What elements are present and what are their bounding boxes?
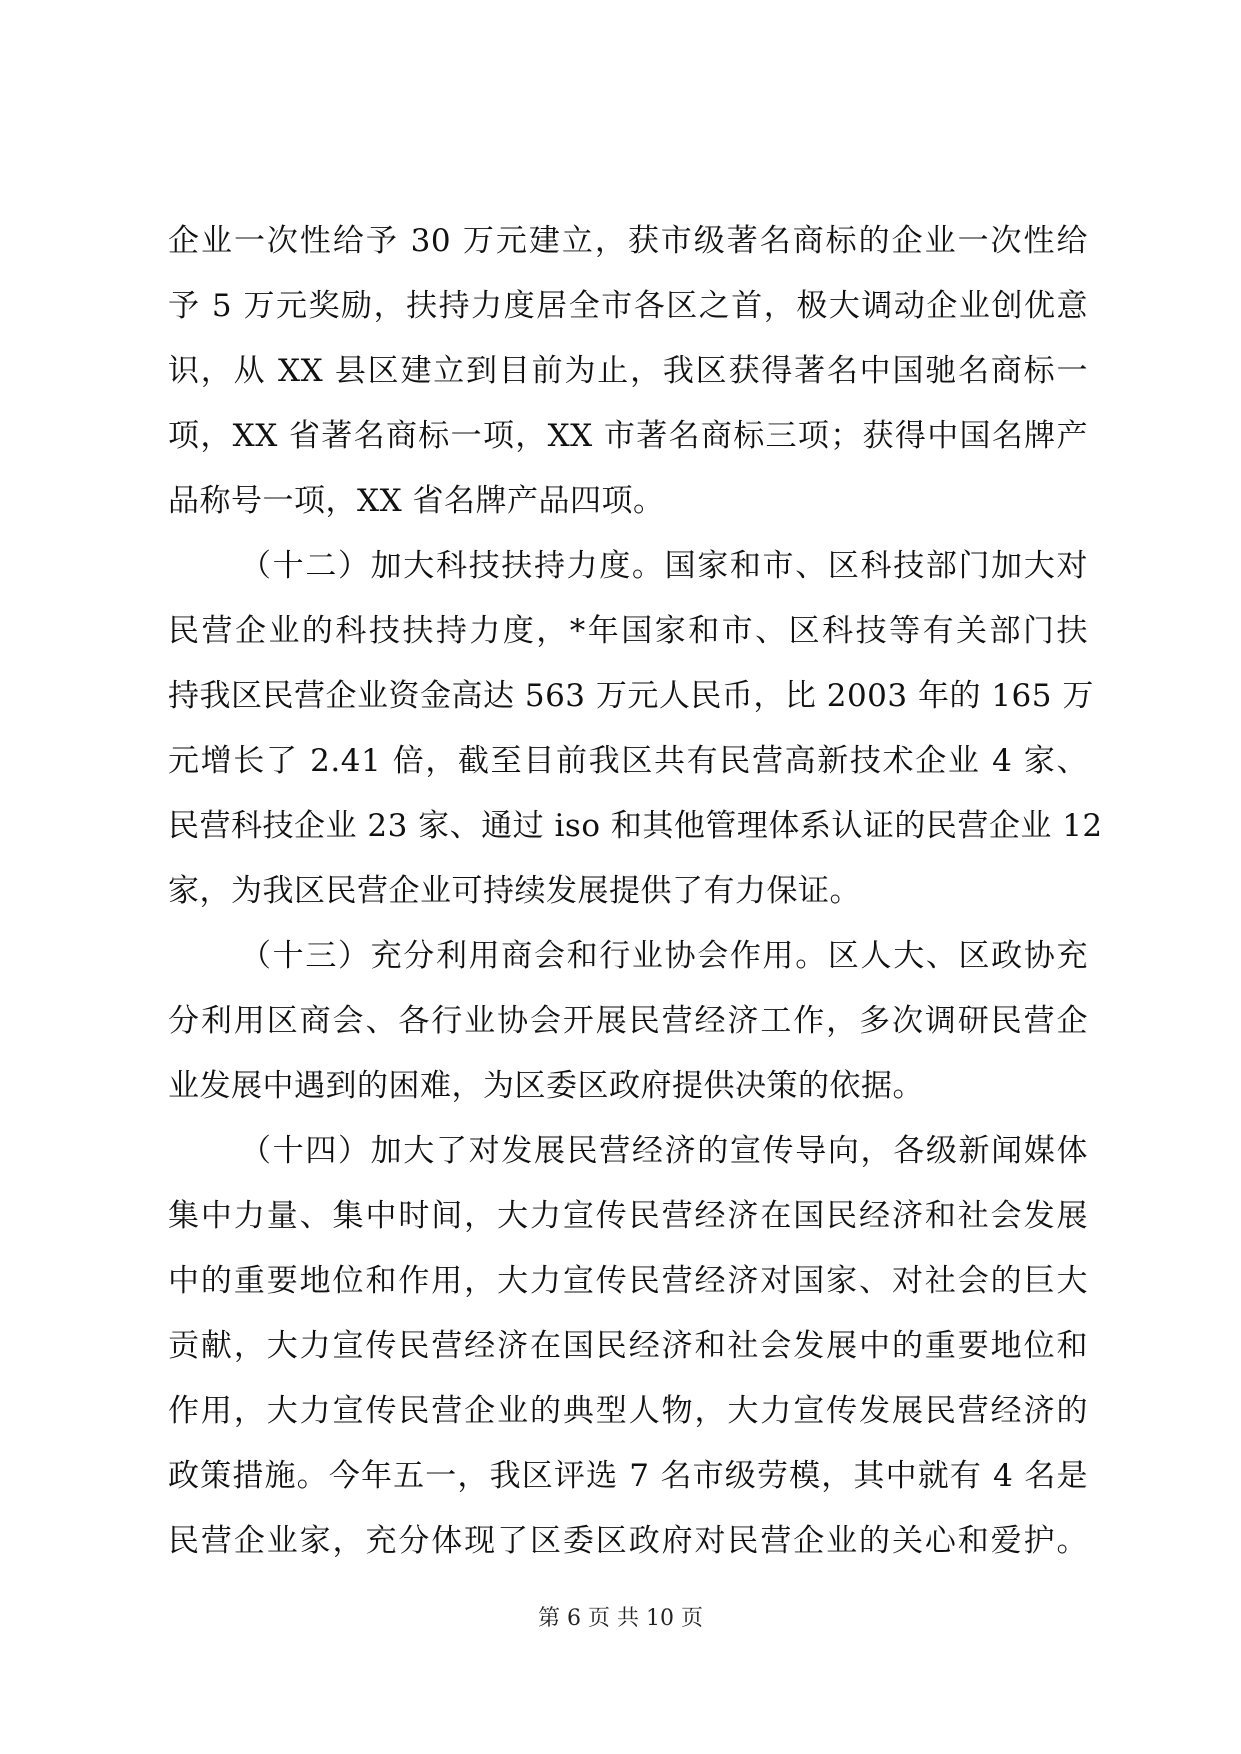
text-line: 民营企业家，充分体现了区委区政府对民营企业的关心和爱护。 bbox=[168, 1523, 1088, 1559]
text-line: 元增长了 2.41 倍，截至目前我区共有民营高新技术企业 4 家、 bbox=[168, 743, 1088, 779]
paragraph-heading-line: （十三）充分利用商会和行业协会作用。区人大、区政协充 bbox=[240, 938, 1088, 974]
text-line: 识，从 XX 县区建立到目前为止，我区获得著名中国驰名商标一 bbox=[168, 353, 1088, 389]
text-line: 集中力量、集中时间，大力宣传民营经济在国民经济和社会发展 bbox=[168, 1198, 1088, 1234]
text-line: 予 5 万元奖励，扶持力度居全市各区之首，极大调动企业创优意 bbox=[168, 288, 1088, 324]
text-line: 家，为我区民营企业可持续发展提供了有力保证。 bbox=[168, 873, 861, 909]
text-line: 分利用区商会、各行业协会开展民营经济工作，多次调研民营企 bbox=[168, 1003, 1088, 1039]
text-line: 品称号一项，XX 省名牌产品四项。 bbox=[168, 483, 665, 519]
paragraph-heading-line: （十二）加大科技扶持力度。国家和市、区科技部门加大对 bbox=[240, 548, 1088, 584]
text-line: 民营科技企业 23 家、通过 iso 和其他管理体系认证的民营企业 12 bbox=[168, 808, 1103, 844]
page-number-footer: 第 6 页 共 10 页 bbox=[538, 1606, 703, 1631]
text-line: 企业一次性给予 30 万元建立，获市级著名商标的企业一次性给 bbox=[168, 223, 1088, 259]
text-line: 业发展中遇到的困难，为区委区政府提供决策的依据。 bbox=[168, 1068, 924, 1104]
text-line: 项，XX 省著名商标一项，XX 市著名商标三项；获得中国名牌产 bbox=[168, 418, 1088, 454]
text-line: 中的重要地位和作用，大力宣传民营经济对国家、对社会的巨大 bbox=[168, 1263, 1088, 1299]
text-line: 政策措施。今年五一，我区评选 7 名市级劳模，其中就有 4 名是 bbox=[168, 1458, 1088, 1494]
text-line: 贡献，大力宣传民营经济在国民经济和社会发展中的重要地位和 bbox=[168, 1328, 1088, 1364]
paragraph-heading-line: （十四）加大了对发展民营经济的宣传导向，各级新闻媒体 bbox=[240, 1133, 1088, 1169]
text-line: 作用，大力宣传民营企业的典型人物，大力宣传发展民营经济的 bbox=[168, 1393, 1088, 1429]
text-line: 持我区民营企业资金高达 563 万元人民币，比 2003 年的 165 万 bbox=[168, 678, 1094, 714]
text-line: 民营企业的科技扶持力度，*年国家和市、区科技等有关部门扶 bbox=[168, 613, 1088, 649]
